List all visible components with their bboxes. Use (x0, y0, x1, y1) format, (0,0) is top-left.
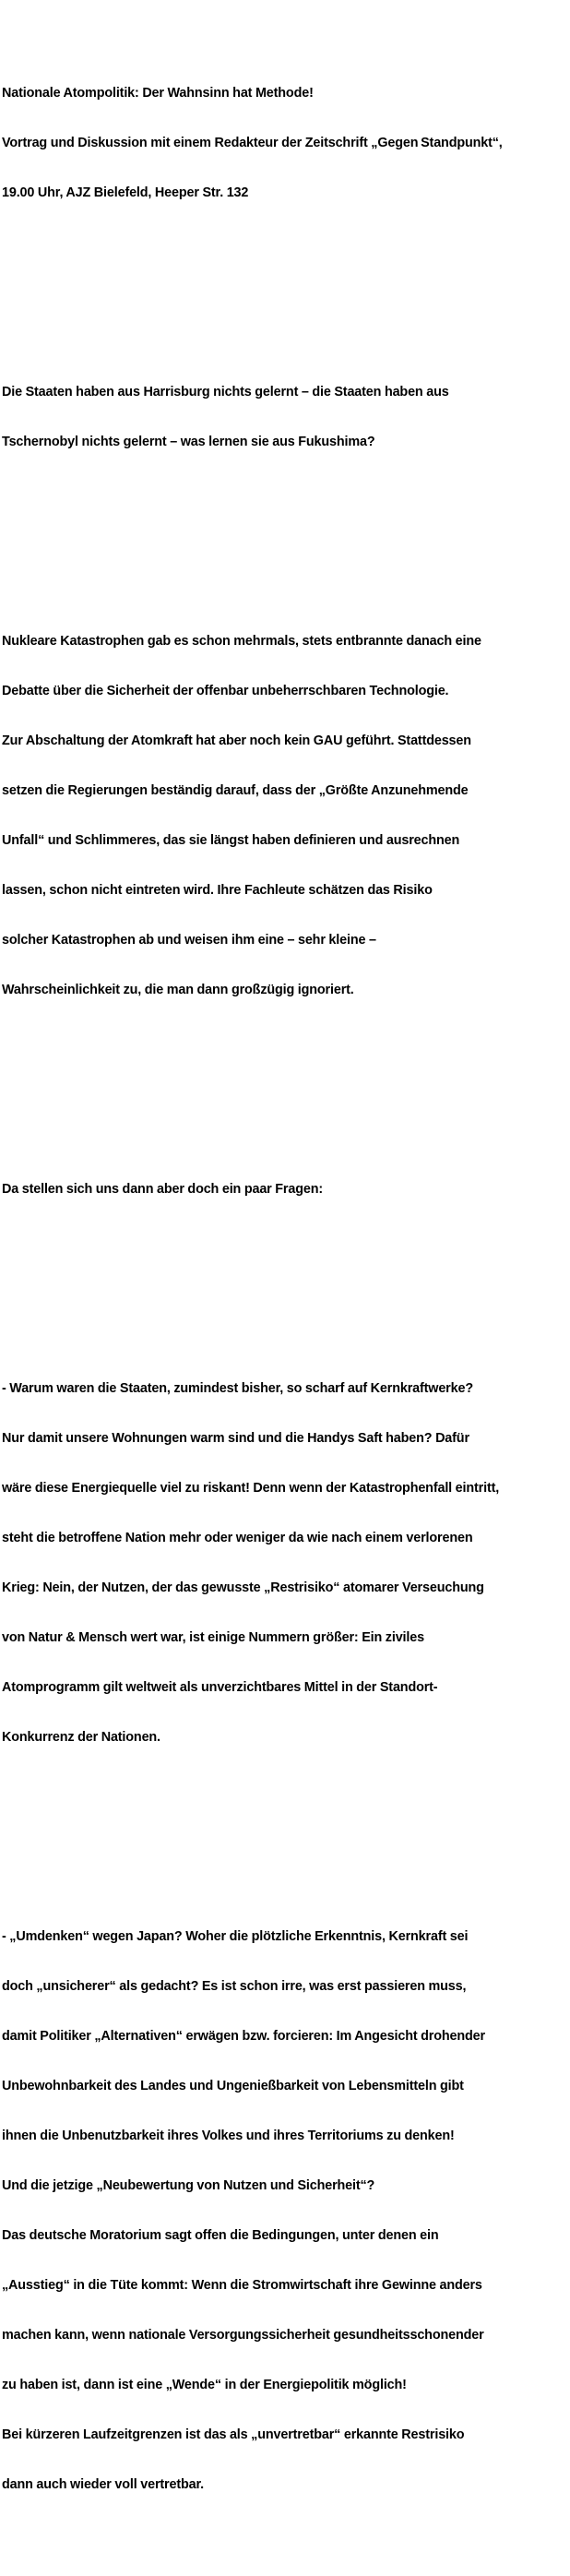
paragraph-line: Und die jetzige „Neubewertung von Nutzen und Sicherheit“? (2, 2178, 375, 2193)
title-block (2, 52, 568, 234)
title-line-1: Nationale Atompolitik: Der Wahnsinn hat Methode! (2, 86, 314, 101)
paragraph-line: Krieg: Nein, der Nutzen, der das gewusste „Restrisiko“ atomarer Verseuchung (2, 1580, 484, 1595)
title-line-2: Vortrag und Diskussion mit einem Redakteur der Zeitschrift „Gegen Standpunkt“, (2, 136, 503, 150)
paragraph-line: lassen, schon nicht eintreten wird. Ihre Fachleute schätzen das Risiko (2, 883, 433, 898)
paragraph-spacer (2, 533, 568, 550)
paragraph-line: ihnen die Unbenutzbarkeit ihres Volkes und ihres Territoriums zu denken! (2, 2129, 455, 2143)
paragraph-line: Zur Abschaltung der Atomkraft hat aber noch kein GAU geführt. Stattdessen (2, 733, 471, 748)
paragraph-line: von Natur & Mensch wert war, ist einige Nummern größer: Ein ziviles (2, 1630, 424, 1645)
paragraph-line: damit Politiker „Alternativen“ erwägen bzw. forcieren: Im Angesicht drohender (2, 2029, 485, 2044)
paragraph-line: setzen die Regierungen beständig darauf, dass der „Größte Anzunehmende (2, 783, 469, 798)
paragraph-line: Das deutsche Moratorium sagt offen die Bedingungen, unter denen ein (2, 2228, 439, 2243)
paragraph-lead-question (2, 351, 568, 483)
paragraph-line: Die Staaten haben aus Harrisburg nichts gelernt – die Staaten haben aus (2, 385, 449, 400)
paragraph-line: Unbewohnbarkeit des Landes und Ungenießbarkeit von Lebensmitteln gibt (2, 2079, 464, 2093)
paragraph-line: Konkurrenz der Nationen. (2, 1730, 160, 1745)
paragraph-nuclear-catastrophes (2, 600, 568, 1032)
paragraph-line: - Warum waren die Staaten, zumindest bisher, so scharf auf Kernkraftwerke? (2, 1381, 473, 1396)
paragraph-question-one (2, 1347, 568, 1779)
paragraph-line: Unfall“ und Schlimmeres, das sie längst haben definieren und ausrechnen (2, 833, 460, 848)
document-text-body (2, 2, 568, 2576)
paragraph-line: machen kann, wenn nationale Versorgungssicherheit gesundheitsschonender (2, 2328, 484, 2343)
paragraph-line: wäre diese Energiequelle viel zu riskant! Denn wenn der Katastrophenfall eintritt, (2, 1481, 500, 1496)
paragraph-questions-intro (2, 1148, 568, 1231)
paragraph-line: Da stellen sich uns dann aber doch ein paar Fragen: (2, 1182, 324, 1197)
title-line-3: 19.00 Uhr, AJZ Bielefeld, Heeper Str. 132 (2, 185, 249, 200)
paragraph-line: Bei kürzeren Laufzeitgrenzen ist das als „unvertretbar“ erkannte Restrisiko (2, 2427, 465, 2442)
paragraph-line: Wahrscheinlichkeit zu, die man dann großzügig ignoriert. (2, 983, 354, 997)
paragraph-spacer (2, 1081, 568, 1098)
paragraph-question-two (2, 1895, 568, 2526)
paragraph-line: dann auch wieder voll vertretbar. (2, 2477, 204, 2492)
paragraph-line: Nukleare Katastrophen gab es schon mehrmals, stets entbrannte danach eine (2, 634, 481, 649)
paragraph-line: doch „unsicherer“ als gedacht? Es ist schon irre, was erst passieren muss, (2, 1979, 467, 1994)
paragraph-line: steht die betroffene Nation mehr oder weniger da wie nach einem verlorenen (2, 1531, 473, 1545)
paragraph-spacer (2, 1829, 568, 1845)
paragraph-line: „Ausstieg“ in die Tüte kommt: Wenn die Stromwirtschaft ihre Gewinne anders (2, 2278, 482, 2293)
paragraph-spacer (2, 1281, 568, 1297)
paragraph-line: Tschernobyl nichts gelernt – was lernen sie aus Fukushima? (2, 435, 375, 449)
paragraph-line: solcher Katastrophen ab und weisen ihm eine – sehr kleine – (2, 933, 376, 948)
paragraph-line: zu haben ist, dann ist eine „Wende“ in der Energiepolitik möglich! (2, 2378, 407, 2392)
paragraph-line: Nur damit unsere Wohnungen warm sind und die Handys Saft haben? Dafür (2, 1431, 469, 1446)
paragraph-spacer (2, 284, 568, 301)
paragraph-line: Debatte über die Sicherheit der offenbar unbeherrschbaren Technologie. (2, 684, 449, 698)
paragraph-line: - „Umdenken“ wegen Japan? Woher die plötzliche Erkenntnis, Kernkraft sei (2, 1929, 469, 1944)
paragraph-line: Atomprogramm gilt weltweit als unverzichtbares Mittel in der Standort- (2, 1680, 438, 1695)
